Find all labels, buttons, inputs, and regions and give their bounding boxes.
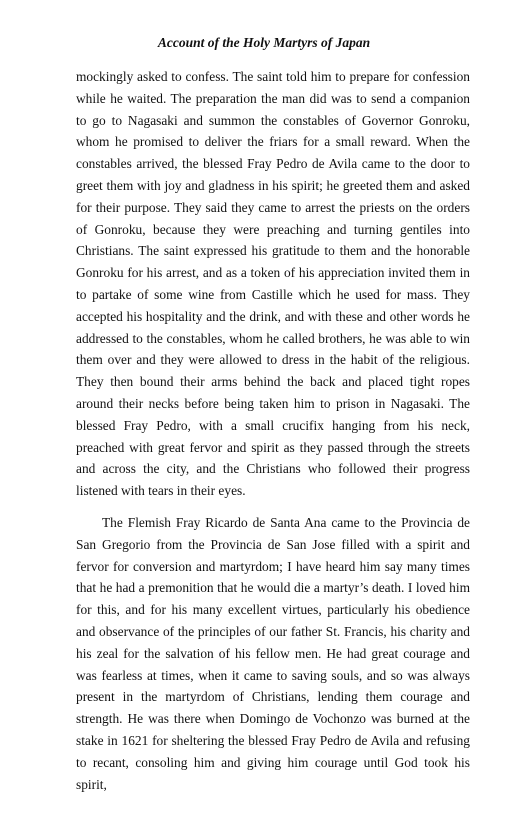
paragraph-2: The Flemish Fray Ricardo de Santa Ana came to the Provincia de San Gregorio from the Provincia de San Jose filled with a spirit and fervor for conversion and martyrdom; I have heard him say many times that he had a premonition that he would die a martyr’s death. I loved him for this, and for his many excellent virtues, particularly his obedience and observance of the principles of our father St. Francis, his charity and his zeal for the salvation of his fellow men. He had great courage and was fearless at times, when it came to saving souls, and so was always present in the martyrdom of Christians, lending them courage and strength. He was there when Domingo de Vochonzo was burned at the stake in 1621 for sheltering the blessed Fray Pedro de Avila and refusing to recant, consoling him and giving him courage until God took his spirit,	[76, 514, 470, 792]
paragraph-1: mockingly asked to confess. The saint told him to prepare for confession while he waited. The preparation the man did was to send a companion to go to Nagasaki and summon the constables of Governor Gonroku, whom he promised to deliver the friars for a small reward. When the constables arrived, the blessed Fray Pedro de Avila came to the door to greet them with joy and gladness in his spirit; he greeted them and asked for their purpose. They said they came to arrest the priests on the orders of Gonroku, because they were preaching and turning gentiles into Christians. The saint expressed his gratitude to them and the honorable Gonroku for his arrest, and as a token of his appreciation invited them in to partake of some wine from Castille which he used for mass. They accepted his hospitality and the drink, and with these and other words he addressed to the constables, whom he called brothers, he was able to win them over and they were allowed to dress in the habit of the religious. They then bound their arms behind the back and placed tight ropes around their necks before being taken him to prison in Nagasaki. The blessed Fray Pedro, with a small crucifix hanging from his neck, preached with great fervor and spirit as they passed through the streets and across the city, and the Christians who followed their progress listened with tears in their eyes.	[76, 69, 470, 499]
running-header: Account of the Holy Martyrs of Japan	[157, 35, 371, 50]
body-text	[76, 66, 470, 795]
